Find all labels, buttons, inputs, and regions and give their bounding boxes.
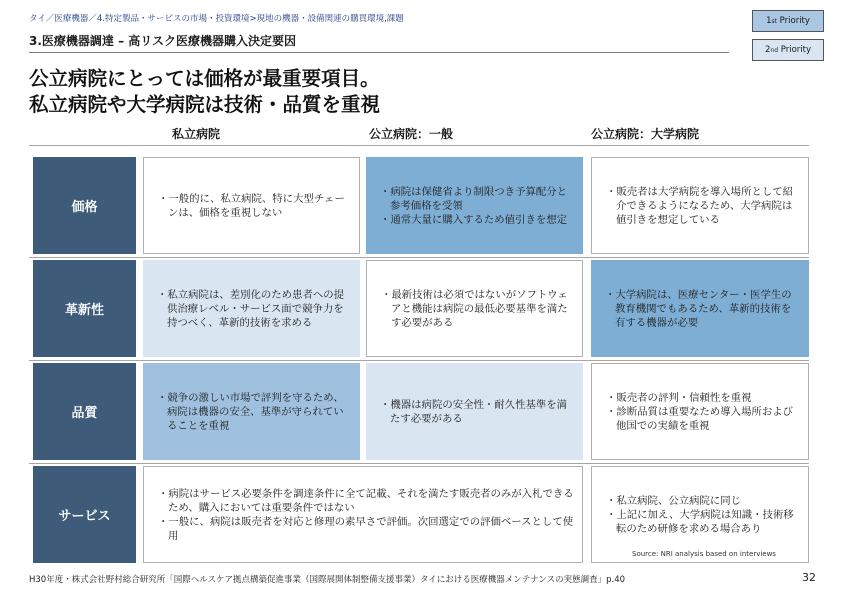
headline-line-1: 公立病院にとっては価格が最重要項目。 [29,67,380,90]
page-number: 32 [802,571,816,584]
header-divider [29,145,809,146]
cell-price-private [143,157,360,254]
cell-bullet: ・診断品質は重要なため導入場所および他国での実績を重視 [606,405,794,432]
cell-bullet: ・機器は病院の安全性・耐久性基準を満たす必要がある [380,398,568,425]
title-divider [29,52,729,53]
cell-price-public-general [366,157,583,254]
cell-quality-public-general [366,363,583,460]
cell-bullet: ・販売者は大学病院を導入場所として紹介できるようになるため、大学病院は値引きを想定している [606,185,794,226]
legend-sup: nd [770,46,779,54]
cell-innovation-public-university [591,260,809,357]
row-label-innovation: 革新性 [33,260,136,357]
column-header-public-university: 公立病院：大学病院 [591,127,700,141]
first-priority-legend [752,10,824,32]
section-title: 3.医療機器調達 – 高リスク医療機器購入決定要因 [29,34,297,48]
legend-sup: st [771,17,777,25]
headline-line-2: 私立病院や大学病院は技術・品質を重視 [29,93,381,116]
row-divider [29,360,809,361]
legend-num: 2 [764,45,771,55]
cell-bullet: ・上記に加え、大学病院は知識・技術移転のため研修を求める場合あり [606,508,794,535]
row-label-service: サービス [33,466,136,563]
row-divider [29,257,809,258]
cell-service-private-and-public-general [143,466,583,563]
cell-bullet: ・競争の激しい市場で評判を守るため、病院は機器の安全、基準が守られていることを重視 [157,391,344,432]
legend-label: Priority [780,45,811,55]
cell-bullet: ・通常大量に購入するため値引きを想定 [380,213,568,226]
cell-innovation-private [143,260,360,357]
cell-bullet: ・大学病院は、医療センター・医学生の教育機関でもあるため、革新的技術を有する機器が必要 [605,288,792,329]
cell-innovation-public-general [366,260,583,357]
cell-bullet: ・一般に、病院は販売者を対応と修理の素早さで評価。次回選定での評価ベースとして使用 [158,515,574,542]
cell-bullet: ・病院はサービス必要条件を調達条件に全て記載、それを満たす販売者のみが入札できるため、購入においては重要条件ではない [158,487,574,514]
cell-quality-public-university [591,363,809,460]
second-priority-legend [752,39,824,61]
legend-num: 1 [766,16,772,26]
footer-citation: H30年度・株式会社野村総合研究所「国際ヘルスケア拠点構築促進事業（国際展開体制整備支援事業）タイにおける医療機器メンテナンスの実態調査」p.40 [29,575,626,585]
cell-bullet: ・私立病院、公立病院に同じ [606,494,742,507]
breadcrumb: タイ／医療機器／4.特定製品・サービスの市場・投資環境>現地の機器・設備関連の購買環境,課題 [29,14,404,24]
cell-bullet: ・最新技術は必須ではないがソフトウェアと機能は病院の最低必要基準を満たす必要がある [381,288,568,329]
cell-price-public-university [591,157,809,254]
cell-bullet: ・病院は保健省より制限つき予算配分と参考価格を受領 [380,185,568,212]
cell-bullet: ・一般的に、私立病院、特に大型チェーンは、価格を重視しない [158,192,345,219]
column-header-private: 私立病院 [172,127,221,141]
headline [29,66,380,118]
cell-service-public-university [591,466,809,563]
source-note: Source: NRI analysis based on interviews [632,550,776,558]
row-label-quality: 品質 [33,363,136,460]
cell-bullet: ・販売者の評判・信頼性を重視 [606,391,752,404]
row-label-price: 価格 [33,157,136,254]
legend-label: Priority [779,16,810,26]
row-divider [29,463,809,464]
cell-quality-private [143,363,360,460]
cell-bullet: ・私立病院は、差別化のため患者への提供治療レベル・サービス面で競争力を持つべく、革新的技術を求める [157,288,345,329]
column-header-public-general: 公立病院：一般 [369,127,454,141]
